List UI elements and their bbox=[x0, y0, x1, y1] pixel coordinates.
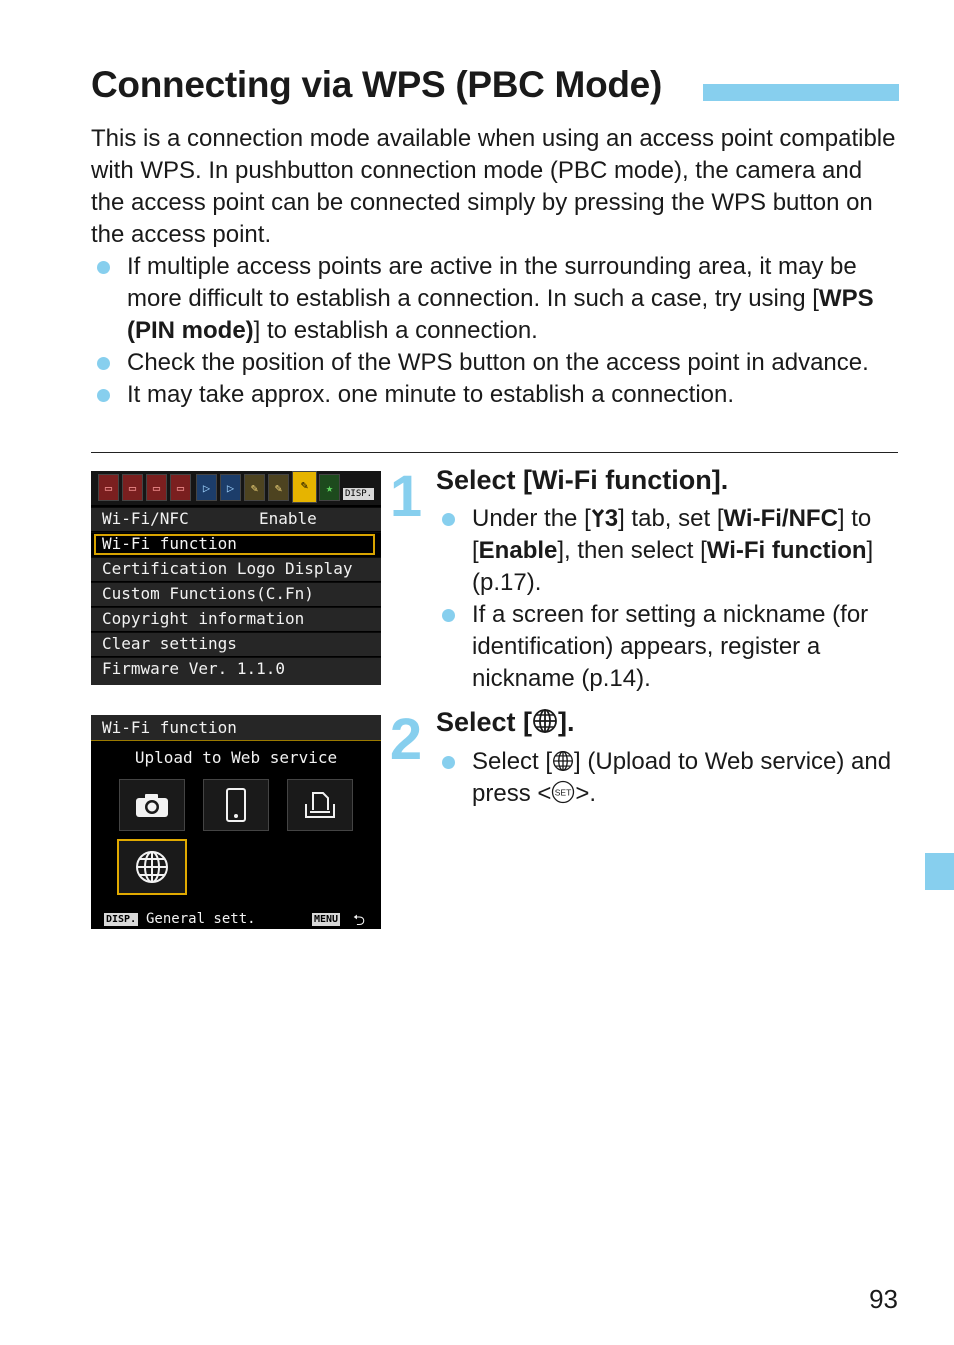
shooting-tab-icon: ▭ bbox=[146, 474, 167, 501]
menu-item-cert-logo: Certification Logo Display bbox=[91, 557, 381, 581]
menu-item-custom-functions: Custom Functions(C.Fn) bbox=[91, 582, 381, 606]
shooting-tab-icon: ▭ bbox=[170, 474, 191, 501]
step-bullet-item: If a screen for setting a nickname (for identification) appears, register a nickname (p.14). bbox=[436, 599, 906, 695]
camera-wifi-function-screen bbox=[91, 715, 381, 929]
circle-bullet-icon bbox=[442, 756, 455, 769]
note-item: Check the position of the WPS button on the access point in advance. bbox=[91, 347, 901, 379]
step-bullet-item: Select [ ] (Upload to Web service) and press < SET >. bbox=[436, 746, 906, 810]
globe-icon bbox=[552, 750, 574, 772]
globe-icon bbox=[117, 839, 187, 895]
page-number: 93 bbox=[869, 1284, 898, 1314]
disp-badge: DISP. bbox=[106, 914, 137, 925]
smartphone-icon bbox=[225, 787, 247, 823]
note-item: If multiple access points are active in the surrounding area, it may be more difficult to establish a connection. In such a case, try using [WPS (PIN mode)] to establish a connection. bbox=[91, 251, 901, 347]
camera-icon bbox=[134, 791, 170, 819]
menu-item-firmware: Firmware Ver. 1.1.0 bbox=[91, 657, 381, 685]
step-heading: Select [ ]. bbox=[436, 707, 575, 737]
set-button-icon bbox=[551, 780, 575, 804]
step-number: 1 bbox=[389, 464, 423, 529]
step1-bullets bbox=[436, 503, 906, 695]
globe-icon bbox=[532, 708, 558, 734]
footer-label: General sett. bbox=[146, 911, 256, 927]
printer-icon bbox=[287, 779, 353, 831]
chapter-side-tab bbox=[925, 853, 954, 890]
star-tab-icon: ★ bbox=[319, 474, 340, 501]
camera-menu-screen bbox=[91, 471, 381, 685]
svg-text:SET: SET bbox=[555, 787, 572, 798]
section-divider bbox=[91, 452, 898, 453]
intro-paragraph: This is a connection mode available when using an access point compatible with WPS. In pushbutton connection mode (PBC mode), the camera and the access point can be connected simply by pressing the WPS button on the access point. bbox=[91, 125, 896, 248]
wrench-tab-icon bbox=[591, 508, 605, 528]
step-heading: Select [Wi-Fi function]. bbox=[436, 465, 729, 495]
note-item: It may take approx. one minute to establish a connection. bbox=[91, 379, 901, 411]
title-accent-bar bbox=[703, 84, 899, 101]
playback-tab-icon: ▷ bbox=[196, 474, 217, 501]
wrench-tab-icon: ✎ bbox=[268, 474, 289, 501]
globe-icon bbox=[135, 850, 169, 884]
wrench-tab-icon: ✎ bbox=[244, 474, 265, 501]
page-title: Connecting via WPS (PBC Mode) bbox=[91, 64, 662, 105]
selection-highlight bbox=[94, 534, 375, 555]
circle-bullet-icon bbox=[442, 609, 455, 622]
menu-item-clear-settings: Clear settings bbox=[91, 632, 381, 656]
screen-footer bbox=[91, 909, 381, 929]
menu-item-copyright: Copyright information bbox=[91, 607, 381, 631]
step-bullet-item: Under the [ 3] tab, set [Wi-Fi/NFC] to [Enable], then select [Wi-Fi function] (p.17). bbox=[436, 503, 906, 599]
menu-badge: MENU bbox=[314, 914, 339, 925]
printer-icon bbox=[302, 790, 338, 820]
shooting-tab-icon: ▭ bbox=[122, 474, 143, 501]
menu-tab-bar bbox=[91, 471, 381, 505]
circle-bullet-icon bbox=[97, 357, 110, 370]
step2-bullets bbox=[436, 746, 906, 810]
camera-icon bbox=[119, 779, 185, 831]
circle-bullet-icon bbox=[97, 389, 110, 402]
shooting-tab-icon: ▭ bbox=[98, 474, 119, 501]
screen-subtitle: Upload to Web service bbox=[134, 748, 338, 767]
notes-list bbox=[91, 251, 901, 411]
menu-item-wifi-function: Wi-Fi function bbox=[91, 532, 381, 556]
disp-badge: DISP. bbox=[345, 489, 373, 499]
step-number: 2 bbox=[389, 707, 423, 772]
return-icon: ⮌ bbox=[353, 911, 366, 929]
playback-tab-icon: ▷ bbox=[220, 474, 241, 501]
circle-bullet-icon bbox=[97, 261, 110, 274]
wrench-tab-icon: ✎ bbox=[292, 471, 317, 503]
smartphone-icon bbox=[203, 779, 269, 831]
circle-bullet-icon bbox=[442, 513, 455, 526]
menu-item-wifi-nfc: Wi-Fi/NFC Enable bbox=[91, 507, 381, 531]
screen-title: Wi-Fi function bbox=[91, 715, 381, 741]
